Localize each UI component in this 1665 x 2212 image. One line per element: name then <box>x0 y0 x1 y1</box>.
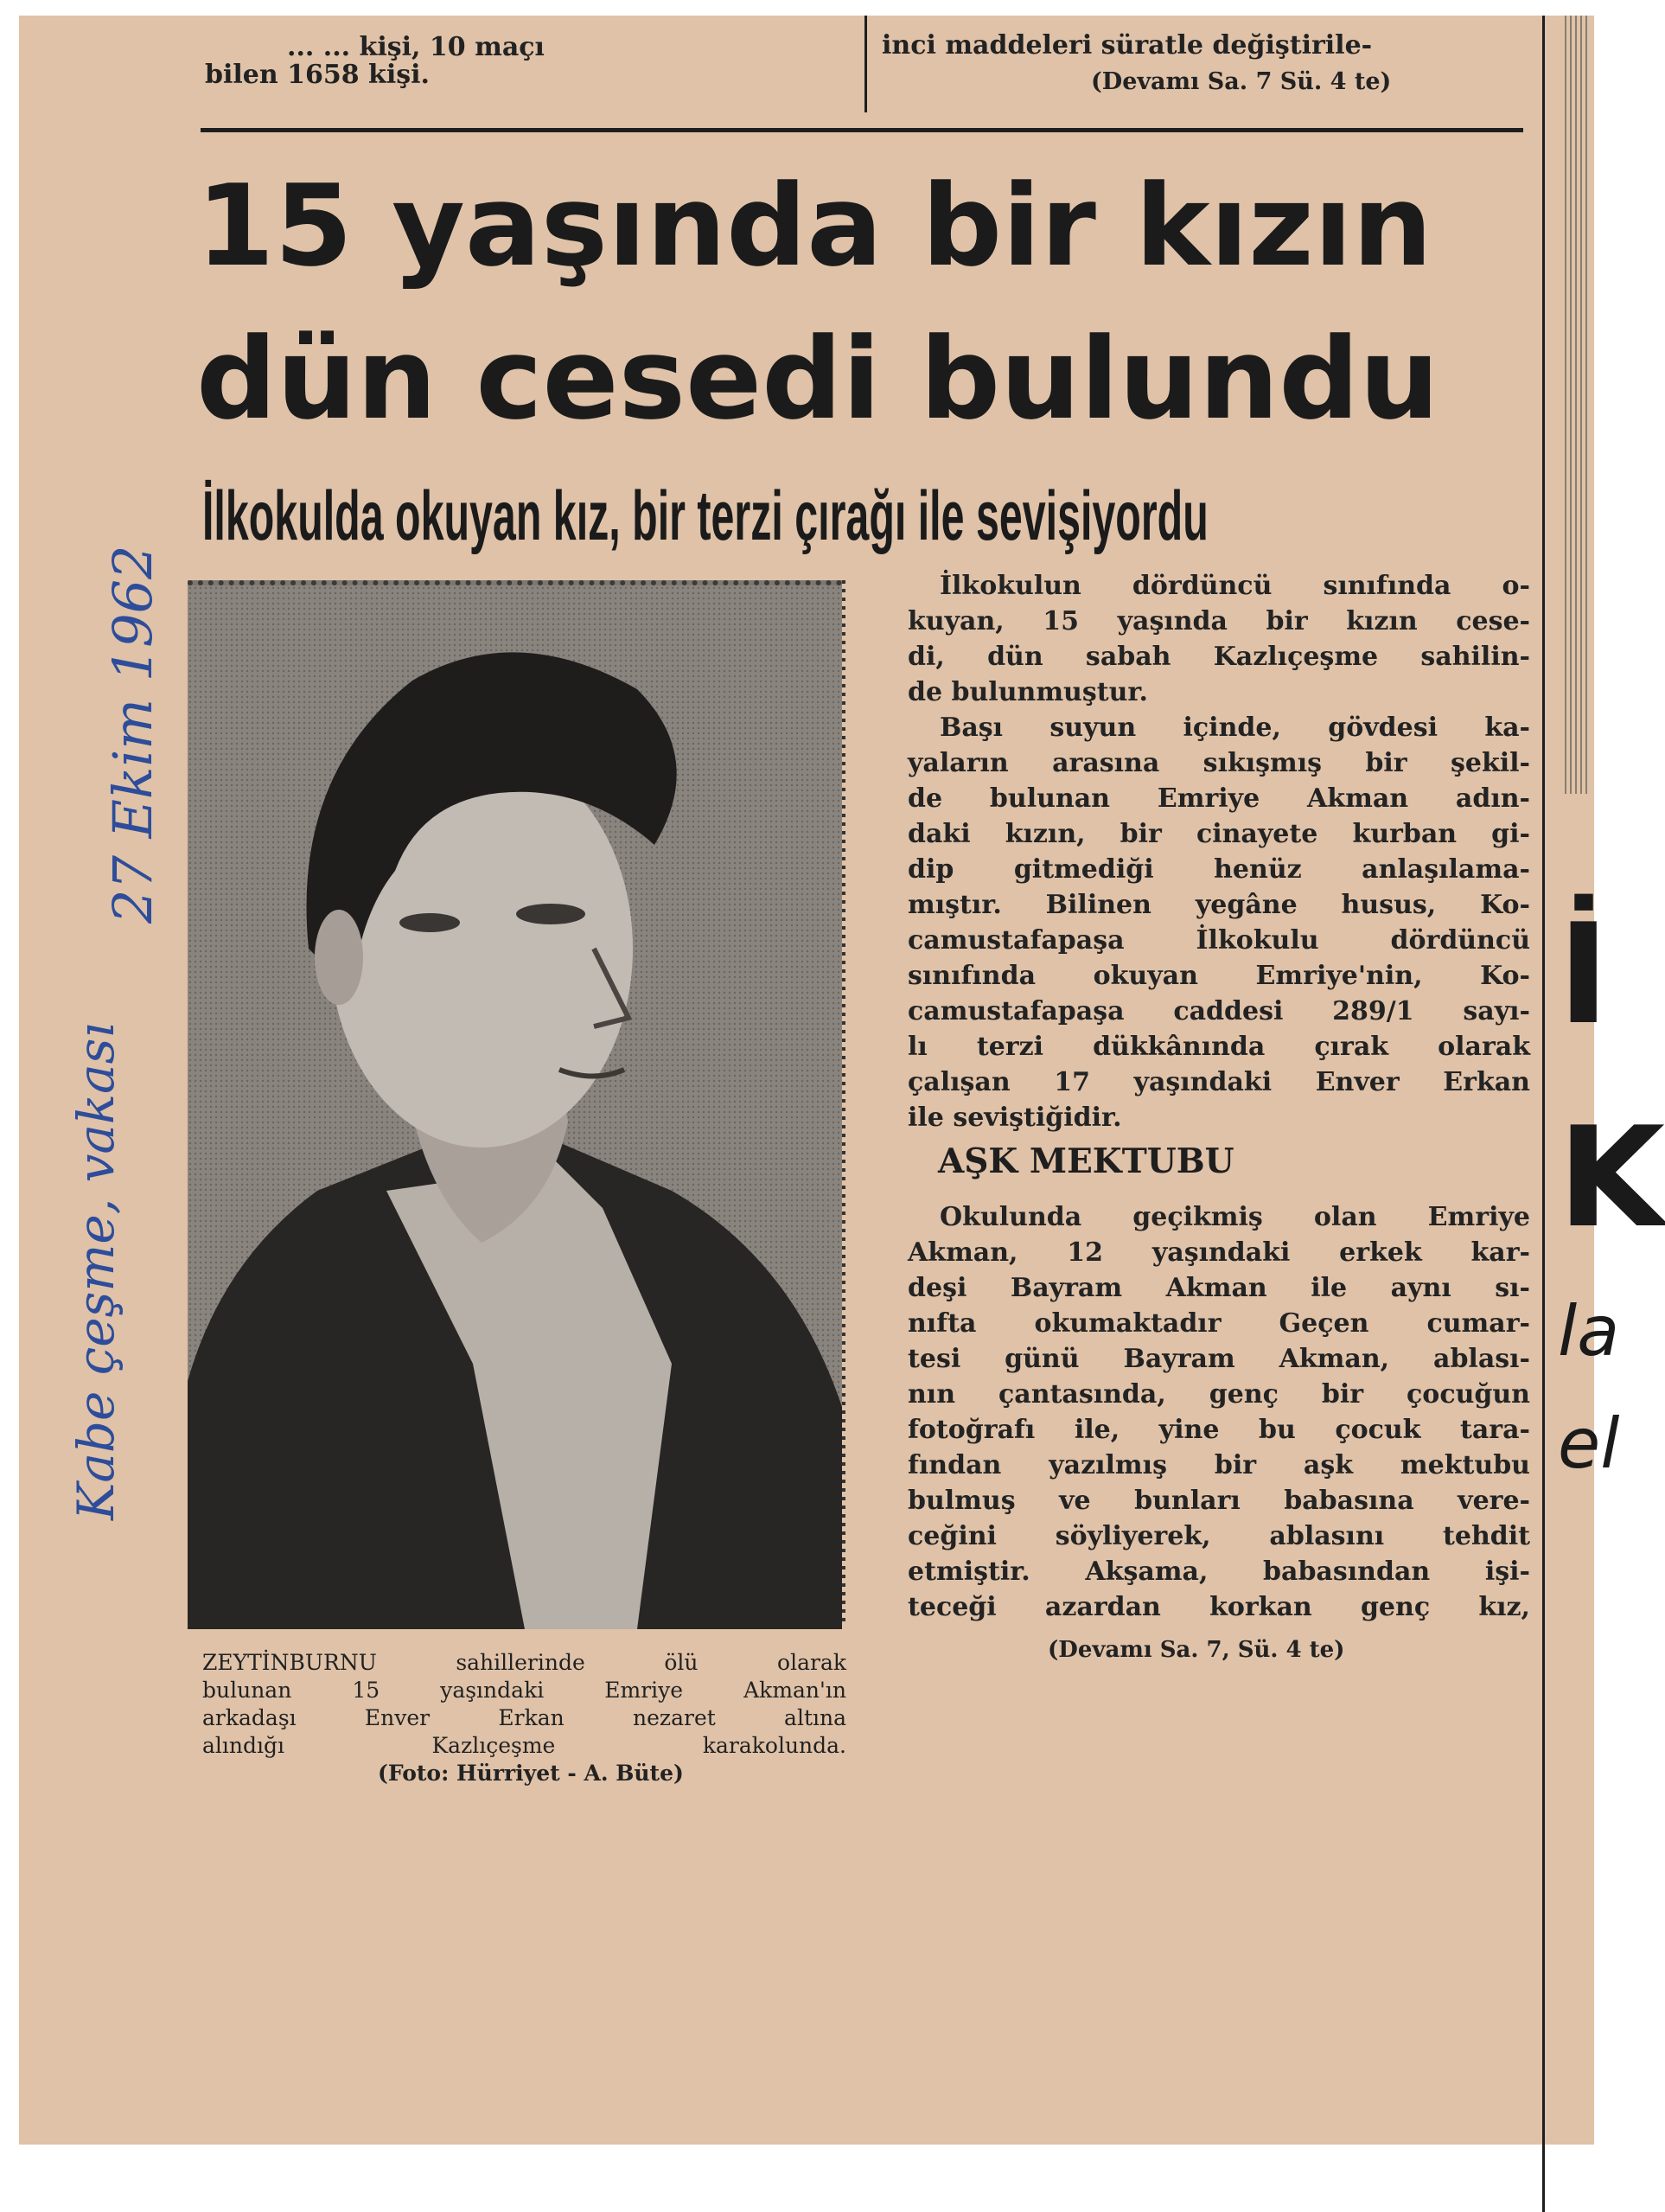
top-right-line1: inci maddeleri süratle değiştirile- <box>882 30 1373 61</box>
article-line: de bulunmuştur. <box>908 677 1148 707</box>
headline-line1: 15 yaşında bir kızın <box>196 160 1432 291</box>
article-line: camustafapaşa caddesi 289/1 sayı- <box>908 996 1530 1026</box>
portrait-photo <box>188 580 842 1629</box>
article-line: yaların arasına sıkışmış bir şekil- <box>908 748 1530 778</box>
article-line: mıştır. Bilinen yegâne husus, Ko- <box>908 890 1530 920</box>
article-line: bulmuş ve bunları babasına vere- <box>908 1486 1530 1516</box>
section-title: AŞK MEKTUBU <box>938 1141 1234 1181</box>
handwritten-date: 27 Ekim 1962 <box>101 545 164 924</box>
article-line: etmiştir. Akşama, babasından işi- <box>908 1557 1530 1587</box>
article-line: dip gitmediği henüz anlaşılama- <box>908 854 1530 885</box>
article-line: çalışan 17 yaşındaki Enver Erkan <box>908 1067 1530 1097</box>
article-line: de bulunan Emriye Akman adın- <box>908 783 1530 814</box>
strip-letter: el <box>1558 1403 1620 1484</box>
newspaper-clipping <box>19 16 1665 2145</box>
headline-subhead: İlkokulda okuyan kız, bir terzi çırağı ile sevişiyordu <box>202 477 1209 555</box>
caption-line: bulunan 15 yaşındaki Emriye Akman'ın <box>202 1678 846 1703</box>
article-line: İlkokulun dördüncü sınıfında o- <box>940 571 1530 601</box>
article-line: camustafapaşa İlkokulu dördüncü <box>908 925 1530 956</box>
article-line: di, dün sabah Kazlıçeşme sahilin- <box>908 642 1530 672</box>
caption-line: ZEYTİNBURNU sahillerinde ölü olarak <box>202 1650 846 1675</box>
article-line: nın çantasında, genç bir çocuğun <box>908 1379 1530 1410</box>
article-line: kuyan, 15 yaşında bir kızın cese- <box>908 606 1530 636</box>
top-right-line2: (Devamı Sa. 7 Sü. 4 te) <box>1091 68 1392 95</box>
strip-dotted-area <box>1565 16 1591 794</box>
article-line: fından yazılmış bir aşk mektubu <box>908 1450 1530 1480</box>
article-line: Okulunda geçikmiş olan Emriye <box>940 1202 1530 1232</box>
article-line: tesi günü Bayram Akman, ablası- <box>908 1344 1530 1374</box>
article-line: ile seviştiğidir. <box>908 1103 1122 1133</box>
article-line: sınıfında okuyan Emriye'nin, Ko- <box>908 961 1530 991</box>
top-horizontal-rule <box>201 128 1523 132</box>
article-line: deşi Bayram Akman ile aynı sı- <box>908 1273 1530 1303</box>
photo-credit: (Foto: Hürriyet - A. Büte) <box>378 1761 684 1786</box>
adjacent-column-strip <box>1523 16 1665 2145</box>
article-line: Akman, 12 yaşındaki erkek kar- <box>908 1237 1530 1268</box>
top-column-divider <box>864 16 867 112</box>
article-line: teceği azardan korkan genç kız, <box>908 1592 1530 1622</box>
top-left-line2: bilen 1658 kişi. <box>205 60 430 90</box>
handwritten-source: Kabe çeşme, vakası <box>67 1022 125 1520</box>
top-left-line1: ... ... kişi, 10 maçı <box>287 32 545 62</box>
headline-line2: dün cesedi bulundu <box>196 313 1439 444</box>
article-line: lı terzi dükkânında çırak olarak <box>908 1032 1530 1062</box>
photo-dotted-edge <box>842 580 845 1624</box>
article-line: fotoğrafı ile, yine bu çocuk tara- <box>908 1415 1530 1445</box>
article-line: nıfta okumaktadır Geçen cumar- <box>908 1308 1530 1339</box>
strip-letter: K <box>1558 1096 1665 1258</box>
article-line: Başı suyun içinde, gövdesi ka- <box>940 713 1530 743</box>
caption-line: alındığı Kazlıçeşme karakolunda. <box>202 1733 846 1758</box>
strip-letter: İ <box>1558 893 1610 1055</box>
strip-letter: la <box>1558 1291 1620 1371</box>
caption-line: arkadaşı Enver Erkan nezaret altına <box>202 1705 846 1730</box>
article-line: ceğini söyliyerek, ablasını tehdit <box>908 1521 1530 1551</box>
continuation-note: (Devamı Sa. 7, Sü. 4 te) <box>1048 1637 1345 1663</box>
article-line: daki kızın, bir cinayete kurban gi- <box>908 819 1530 849</box>
